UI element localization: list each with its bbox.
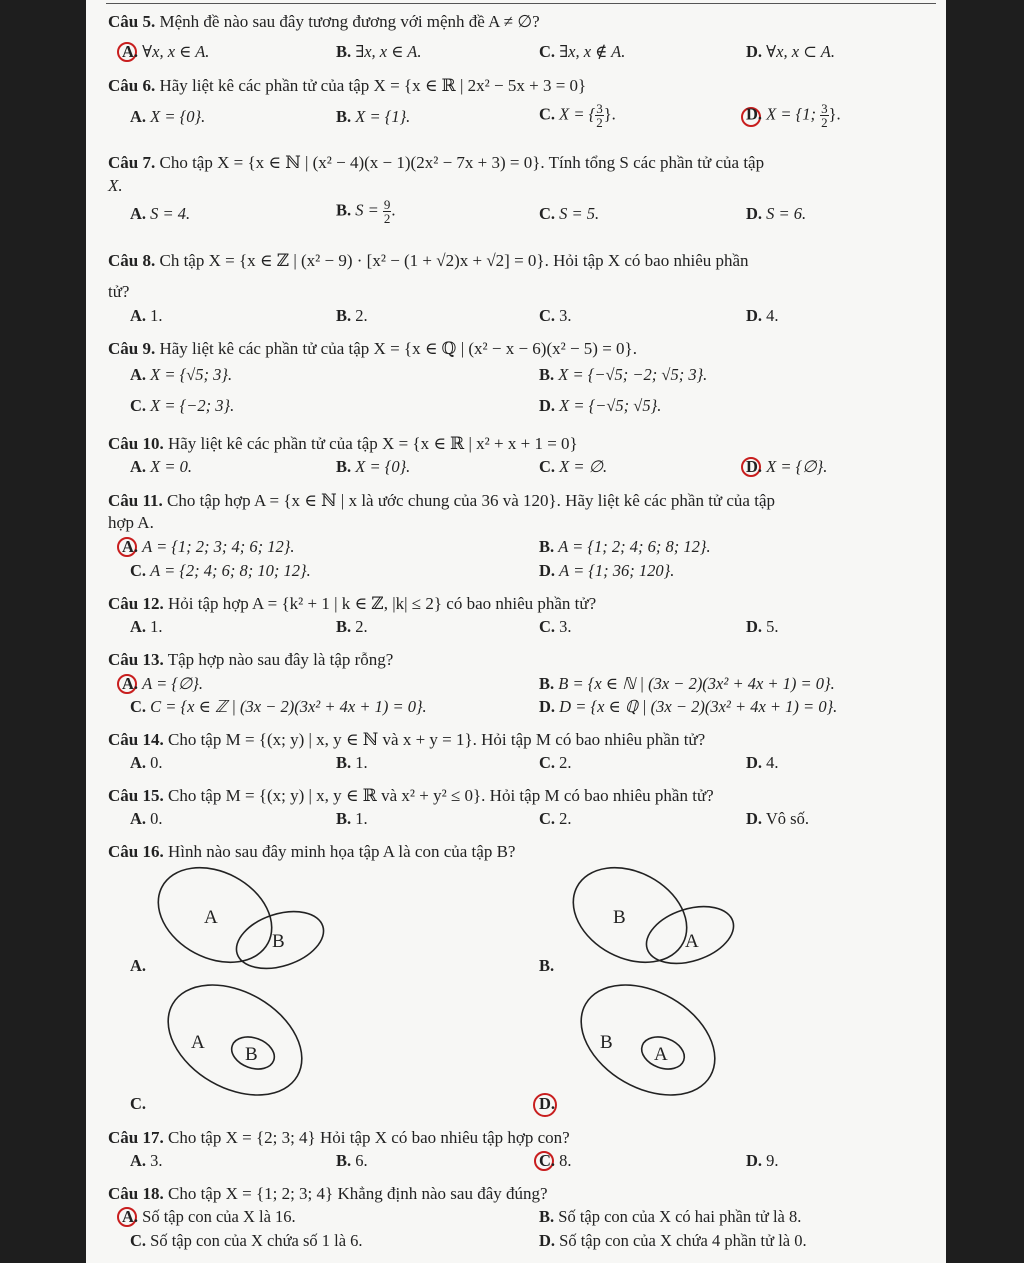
question-14: Câu 14. Cho tập M = {(x; y) | x, y ∈ ℕ và x + y = 1}. Hỏi tập M có bao nhiêu phần tử?	[108, 730, 706, 749]
question-7: Câu 7. Cho tập X = {x ∈ ℕ | (x² − 4)(x − 1)(2x² − 7x + 3) = 0}. Tính tổng S các phần tử của tập	[108, 153, 765, 172]
q18-option-d[interactable]: D. Số tập con của X chứa 4 phần tử là 0.	[539, 1231, 807, 1250]
venn-label: B	[245, 1044, 258, 1065]
q14-option-d[interactable]: D. 4.	[746, 753, 779, 772]
question-8: Câu 8. Ch tập X = {x ∈ ℤ | (x² − 9) · [x² − (1 + √2)x + √2] = 0}. Hỏi tập X có bao nhiêu phần	[108, 251, 749, 270]
venn-label: A	[204, 907, 218, 928]
q16-option-c[interactable]: C.	[130, 1094, 147, 1113]
q9-option-c[interactable]: C. X = {−2; 3}.	[130, 396, 235, 415]
q17-option-b[interactable]: B. 6.	[336, 1151, 368, 1170]
question-6: Câu 6. Hãy liệt kê các phần tử của tập X = {x ∈ ℝ | 2x² − 5x + 3 = 0}	[108, 76, 587, 95]
q11-option-c[interactable]: C. A = {2; 4; 6; 8; 10; 12}.	[130, 561, 311, 580]
q5-option-d[interactable]: D. ∀x, x ⊂ A.	[746, 42, 836, 61]
q9-option-d[interactable]: D. X = {−√5; √5}.	[539, 396, 662, 415]
venn-label: A	[654, 1044, 668, 1065]
venn-label: B	[613, 907, 626, 928]
venn-label: B	[600, 1032, 613, 1053]
question-18: Câu 18. Cho tập X = {1; 2; 3; 4} Khẳng định nào sau đây đúng?	[108, 1184, 548, 1203]
q11-option-d[interactable]: D. A = {1; 36; 120}.	[539, 561, 675, 580]
q15-option-b[interactable]: B. 1.	[336, 809, 368, 828]
q18-option-b[interactable]: B. Số tập con của X có hai phần tử là 8.	[539, 1207, 802, 1226]
q7-option-d[interactable]: D. S = 6.	[746, 204, 807, 223]
venn-label: B	[272, 931, 285, 952]
q8-option-a[interactable]: A. 1.	[130, 306, 163, 325]
q7-option-a[interactable]: A. S = 4.	[130, 204, 191, 223]
q8-option-d[interactable]: D. 4.	[746, 306, 779, 325]
venn-label: A	[191, 1032, 205, 1053]
q6-option-a[interactable]: A. X = {0}.	[130, 107, 206, 126]
q13-option-a[interactable]: A. A = {∅}.	[122, 674, 204, 693]
q16-option-d[interactable]: D.	[539, 1094, 556, 1113]
q16-option-b[interactable]: B.	[539, 956, 555, 975]
venn-figure-a	[160, 865, 340, 975]
question-13: Câu 13. Tập hợp nào sau đây là tập rỗng?	[108, 650, 394, 669]
q6-option-d[interactable]: D. X = {1; $\frac{3}{2}$ }.	[746, 101, 841, 130]
q7-option-b[interactable]: B. S = $\frac{9}{2}$ .	[336, 197, 396, 226]
question-5: Câu 5. Mệnh đề nào sau đây tương đương với mệnh đề A ≠ ∅?	[108, 12, 540, 31]
q13-option-c[interactable]: C. C = {x ∈ ℤ | (3x − 2)(3x² + 4x + 1) = 0}.	[130, 697, 427, 716]
q12-option-a[interactable]: A. 1.	[130, 617, 163, 636]
q12-option-c[interactable]: C. 3.	[539, 617, 572, 636]
question-12: Câu 12. Hỏi tập hợp A = {k² + 1 | k ∈ ℤ, |k| ≤ 2} có bao nhiêu phần tử?	[108, 594, 597, 613]
q10-option-d[interactable]: D. X = {∅}.	[746, 457, 828, 476]
q9-option-a[interactable]: A. X = {√5; 3}.	[130, 365, 233, 384]
q6-option-b[interactable]: B. X = {1}.	[336, 107, 411, 126]
q18-option-a[interactable]: A. Số tập con của X là 16.	[122, 1207, 296, 1226]
question-7-cont: X.	[108, 176, 123, 195]
q11-option-b[interactable]: B. A = {1; 2; 4; 6; 8; 12}.	[539, 537, 711, 556]
q17-option-a[interactable]: A. 3.	[130, 1151, 163, 1170]
venn-label: A	[685, 931, 699, 952]
q14-option-a[interactable]: A. 0.	[130, 753, 163, 772]
q5-option-a[interactable]: A. ∀x, x ∈ A.	[122, 42, 210, 61]
q7-option-c[interactable]: C. S = 5.	[539, 204, 600, 223]
q15-option-a[interactable]: A. 0.	[130, 809, 163, 828]
q16-option-a[interactable]: A.	[130, 956, 147, 975]
q15-option-c[interactable]: C. 2.	[539, 809, 572, 828]
q8-option-c[interactable]: C. 3.	[539, 306, 572, 325]
q8-option-b[interactable]: B. 2.	[336, 306, 368, 325]
question-11: Câu 11. Cho tập hợp A = {x ∈ ℕ | x là ước chung của 36 và 120}. Hãy liệt kê các phần tử của tập	[108, 491, 775, 510]
q10-option-b[interactable]: B. X = {0}.	[336, 457, 411, 476]
venn-figure-b	[575, 865, 755, 975]
q14-option-c[interactable]: C. 2.	[539, 753, 572, 772]
top-rule	[106, 3, 936, 4]
q10-option-c[interactable]: C. X = ∅.	[539, 457, 608, 476]
q10-option-a[interactable]: A. X = 0.	[130, 457, 193, 476]
q9-option-b[interactable]: B. X = {−√5; −2; √5; 3}.	[539, 365, 708, 384]
q14-option-b[interactable]: B. 1.	[336, 753, 368, 772]
question-15: Câu 15. Cho tập M = {(x; y) | x, y ∈ ℝ và x² + y² ≤ 0}. Hỏi tập M có bao nhiêu phần tử?	[108, 786, 714, 805]
question-11-cont: hợp A.	[108, 513, 154, 532]
question-8-cont: tử?	[108, 282, 130, 301]
question-17: Câu 17. Cho tập X = {2; 3; 4} Hỏi tập X có bao nhiêu tập hợp con?	[108, 1128, 570, 1147]
q15-option-d[interactable]: D. Vô số.	[746, 809, 809, 828]
venn-figure-d	[578, 980, 738, 1100]
q12-option-d[interactable]: D. 5.	[746, 617, 779, 636]
q13-option-d[interactable]: D. D = {x ∈ ℚ | (3x − 2)(3x² + 4x + 1) = 0}.	[539, 697, 838, 716]
question-10: Câu 10. Hãy liệt kê các phần tử của tập X = {x ∈ ℝ | x² + x + 1 = 0}	[108, 434, 578, 453]
q6-option-c[interactable]: C. X = { $\frac{3}{2}$ }.	[539, 101, 616, 130]
q17-option-d[interactable]: D. 9.	[746, 1151, 779, 1170]
q18-option-c[interactable]: C. Số tập con của X chứa số 1 là 6.	[130, 1231, 363, 1250]
q17-option-c[interactable]: C. 8.	[539, 1151, 572, 1170]
q5-option-b[interactable]: B. ∃x, x ∈ A.	[336, 42, 422, 61]
q13-option-b[interactable]: B. B = {x ∈ ℕ | (3x − 2)(3x² + 4x + 1) = 0}.	[539, 674, 835, 693]
venn-outer-ellipse	[557, 849, 703, 981]
question-9: Câu 9. Hãy liệt kê các phần tử của tập X = {x ∈ ℚ | (x² − x − 6)(x² − 5) = 0}.	[108, 339, 637, 358]
q5-option-c[interactable]: C. ∃x, x ∉ A.	[539, 42, 626, 61]
venn-figure-c	[165, 980, 325, 1100]
venn-outer-ellipse	[149, 962, 322, 1117]
q12-option-b[interactable]: B. 2.	[336, 617, 368, 636]
q11-option-a[interactable]: A. A = {1; 2; 3; 4; 6; 12}.	[122, 537, 295, 556]
question-16: Câu 16. Hình nào sau đây minh họa tập A là con của tập B?	[108, 842, 516, 861]
